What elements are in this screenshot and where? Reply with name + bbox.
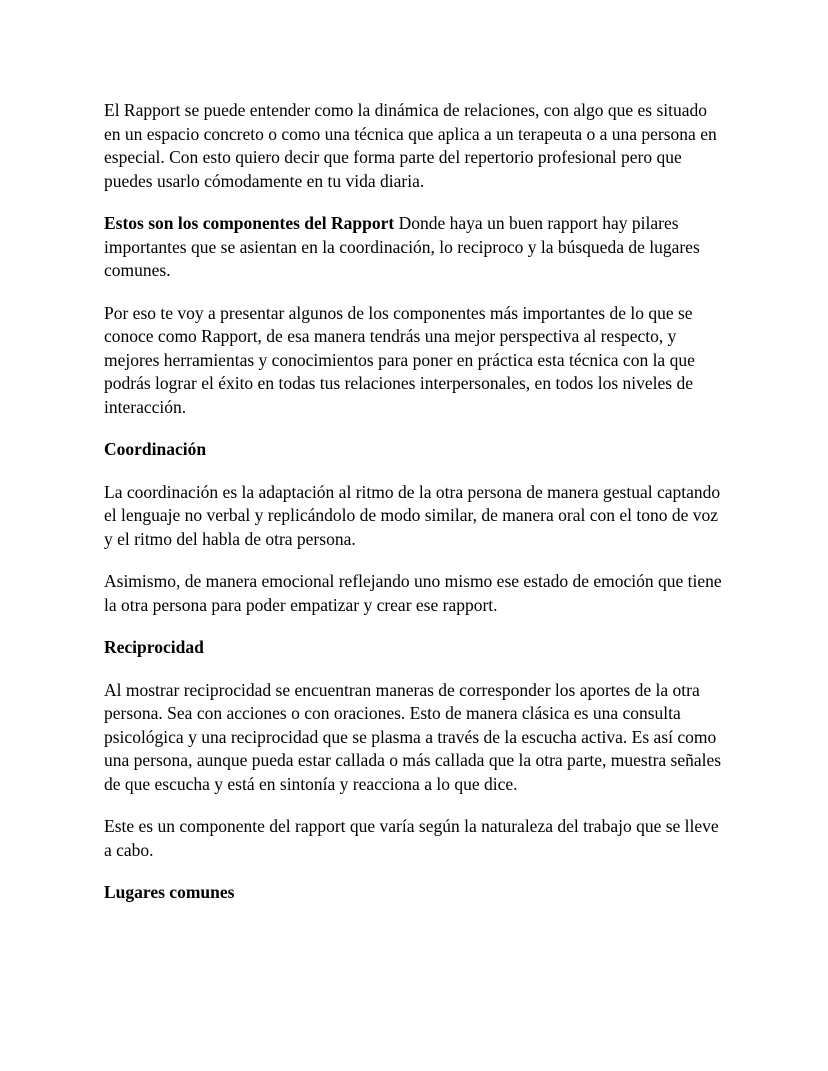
paragraph-reciprocidad-1: Al mostrar reciprocidad se encuentran maneras de corresponder los aportes de la otra persona. Sea con acciones o con oraciones. Esto de manera clásica es una consulta psicológica y una reciprocidad que se plasma a través de la escucha activa. Es así como una persona, aunque pueda estar callada o más callada que la otra parte, muestra señales de que escucha y está en sintonía y reacciona a lo que dice. (104, 679, 722, 794)
paragraph-presentacion-componentes: Por eso te voy a presentar algunos de los componentes más importantes de lo que se conoce como Rapport, de esa manera tendrás una mejor perspectiva al respecto, y mejores herramientas y conocimientos para poner en práctica esta técnica con la que podrás lograr el éxito en todas tus relaciones interpersonales, en todos los niveles de interacción. (104, 302, 695, 417)
paragraph-text: Donde haya un buen rapport hay pilares importantes que se asientan en la coordinación, lo reciproco y la búsqueda de lugares comunes. (104, 213, 700, 280)
section-heading-coordinacion: Coordinación (104, 439, 207, 459)
paragraph-componentes-rapport (104, 212, 724, 283)
paragraph-intro-rapport: El Rapport se puede entender como la dinámica de relaciones, con algo que es situado en un espacio concreto o como una técnica que aplica a un terapeuta o a una persona en especial. Con esto quiero decir que forma parte del repertorio profesional pero que puedes usarlo cómodamente en tu vida diaria. (104, 100, 717, 191)
paragraph-coordinacion-2: Asimismo, de manera emocional reflejando uno mismo ese estado de emoción que tiene la otra persona para poder empatizar y crear ese rapport. (104, 571, 722, 615)
paragraph-bold-lead: Estos son los componentes del Rapport (104, 213, 395, 233)
paragraph-reciprocidad-2: Este es un componente del rapport que varía según la naturaleza del trabajo que se lleve a cabo. (104, 816, 719, 860)
paragraph-coordinacion-1: La coordinación es la adaptación al ritmo de la otra persona de manera gestual captando el lenguaje no verbal y replicándolo de modo similar, de manera oral con el tono de voz y el ritmo del habla de otra persona. (104, 481, 721, 549)
section-heading-reciprocidad: Reciprocidad (104, 637, 204, 657)
section-heading-lugares-comunes: Lugares comunes (104, 882, 235, 902)
